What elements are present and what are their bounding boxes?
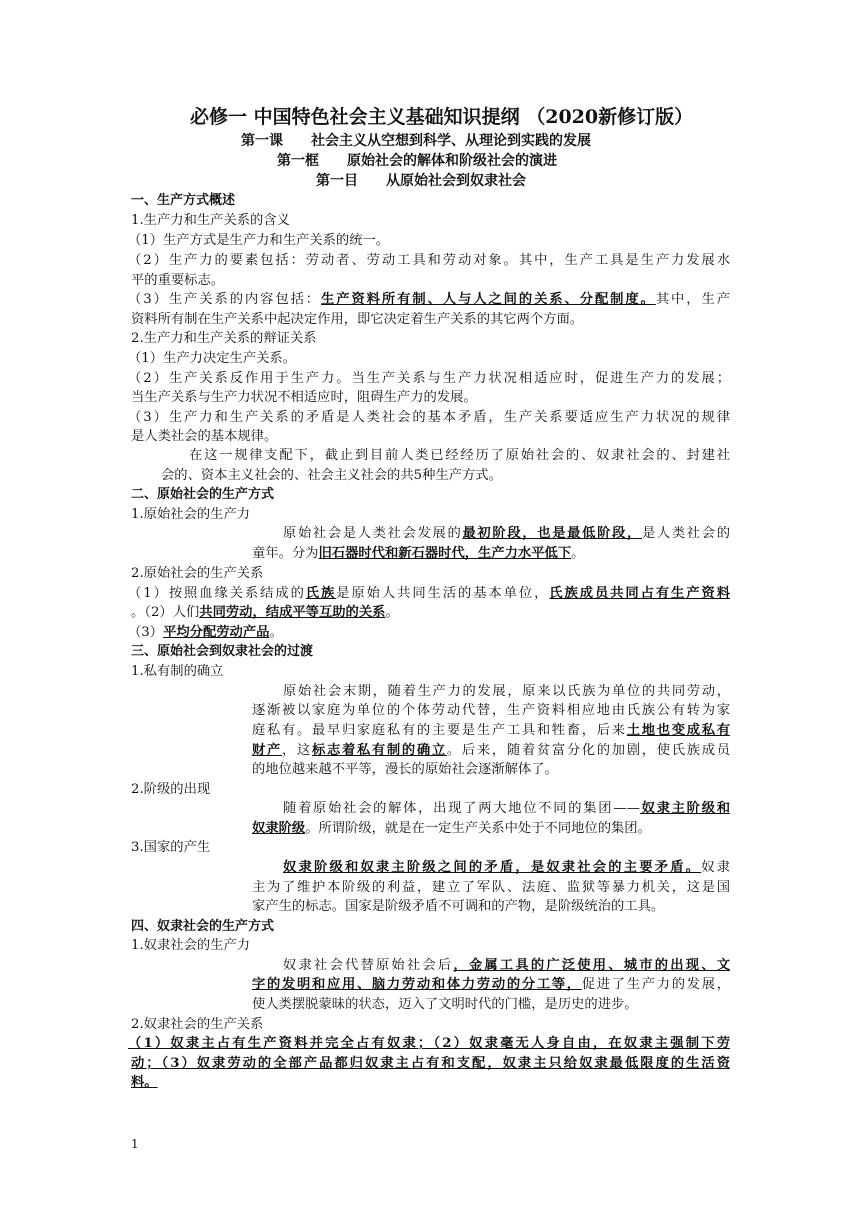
paragraph-line: 财产，这标志着私有制的确立。后来，随着贫富分化的加剧，使氏族成员 [252, 743, 731, 758]
lesson-heading: 第一课 社会主义从空想到科学、从理论到实践的发展 [241, 133, 591, 149]
paragraph-line: 。（2）人们共同劳动，结成平等互助的关系。 [131, 605, 399, 620]
paragraph-line: 原始社会末期，随着生产力的发展，原来以氏族为单位的共同劳动， [283, 684, 730, 699]
subsection-heading: 3.国家的产生 [131, 840, 211, 855]
paragraph-line: 使人类摆脱蒙昧的状态，迈入了文明时代的门槛，是历史的进步。 [252, 997, 638, 1012]
item-heading: 第一目 从原始社会到奴隶社会 [316, 173, 526, 189]
paragraph-line: （2）生产力的要素包括：劳动者、劳动工具和劳动对象。其中，生产工具是生产力发展水 [128, 253, 730, 268]
subsection-heading: 1.奴隶社会的生产力 [131, 938, 251, 953]
key-phrase: ，金属工具的广泛使用、城市的出现、文 [453, 958, 731, 973]
paragraph-line: 的地位越来越不平等，漫长的原始社会逐渐解体了。 [252, 762, 558, 777]
key-phrase: 料。 [131, 1075, 158, 1090]
paragraph-line: （3）平均分配劳动产品。 [128, 625, 283, 640]
key-phrase: 标志着私有制的确立 [311, 743, 447, 758]
page-number: 1 [131, 1137, 139, 1151]
key-phrase: 财产 [252, 743, 282, 758]
paragraph-line: 主为了维护本阶级的利益，建立了军队、法庭、监狱等暴力机关，这是国 [252, 880, 730, 895]
frame-heading: 第一框 原始社会的解体和阶级社会的演进 [277, 153, 557, 169]
key-phrase: 平均分配劳动产品 [163, 625, 270, 640]
paragraph-line: 会的、资本主义社会的、社会主义社会的共5种生产方式。 [161, 468, 502, 483]
paragraph-line: 字的发明和应用、脑力劳动和体力劳动的分工等，促进了生产力的发展， [252, 977, 731, 992]
paragraph-line: 奴隶阶级。所谓阶级，就是在一定生产关系中处于不同地位的集团。 [252, 821, 651, 836]
paragraph-line: （1）生产方式是生产力和生产关系的统一。 [128, 233, 390, 248]
paragraph-line: 庭私有。最早归家庭私有的主要是生产工具和牲畜，后来土地也变成私有 [252, 723, 731, 738]
key-phrase: 共同劳动，结成平等互助的关系 [199, 605, 386, 620]
paragraph-line: （3）生产关系的内容包括：生产资料所有制、人与人之间的关系、分配制度。其中，生产 [128, 292, 730, 307]
page-title: 必修一 中国特色社会主义基础知识提纲 （2020新修订版） [190, 106, 694, 128]
paragraph-line: （1）生产力决定生产关系。 [128, 351, 297, 366]
paragraph-line: 逐渐被以家庭为单位的个体劳动代替，生产资料相应地由氏族公有转为家 [252, 703, 730, 718]
key-phrase: 最初阶段，也是最低阶段， [462, 526, 642, 541]
key-phrase: 土地也变成私有 [626, 723, 731, 738]
section-heading: 三、原始社会到奴隶社会的过渡 [131, 644, 314, 659]
paragraph-line: 资料所有制在生产关系中起决定作用，即它决定着生产关系的其它两个方面。 [131, 312, 584, 327]
paragraph-line [131, 1073, 158, 1093]
paragraph-line [128, 1034, 730, 1054]
paragraph-line: 原始社会是人类社会发展的最初阶段，也是最低阶段，是人类社会的 [283, 526, 731, 541]
section-heading: 四、奴隶社会的生产方式 [131, 919, 275, 934]
key-phrase: 字的发明和应用、脑力劳动和体力劳动的分工等， [252, 977, 582, 992]
paragraph-line: 是人类社会的基本规律。 [131, 429, 278, 444]
key-phrase: 动；（3）奴隶劳动的全部产品都归奴隶主占有和支配，奴隶主只给奴隶最低限度的生活资 [131, 1056, 730, 1071]
key-phrase: 奴隶阶级 [252, 821, 306, 836]
paragraph-line: 平的重要标志。 [131, 273, 225, 288]
paragraph-line: （2）生产关系反作用于生产力。当生产关系与生产力状况相适应时，促进生产力的发展； [128, 371, 730, 386]
paragraph-line: 随着原始社会的解体，出现了两大地位不同的集团——奴隶主阶级和 [283, 801, 731, 816]
key-phrase: 奴隶阶级和奴隶主阶级之间的矛盾，是奴隶社会的主要矛盾。 [283, 860, 702, 875]
paragraph-line: （3）生产力和生产关系的矛盾是人类社会的基本矛盾，生产关系要适应生产力状况的规律 [128, 410, 730, 425]
paragraph-line: 在这一规律支配下，截止到目前人类已经经历了原始社会的、奴隶社会的、封建社 [189, 448, 730, 463]
subsection-heading: 1.私有制的确立 [131, 664, 224, 679]
key-phrase: 旧石器时代和新石器时代，生产力水平低下 [318, 546, 572, 561]
paragraph-line: 家产生的标志。国家是阶级矛盾不可调和的产物，是阶级统治的工具。 [252, 899, 665, 914]
subsection-heading: 1.原始社会的生产力 [131, 507, 251, 522]
paragraph-line [131, 1054, 730, 1074]
key-phrase: 氏族成员共同占有生产资料 [549, 586, 730, 601]
paragraph-line: 童年。分为旧石器时代和新石器时代，生产力水平低下。 [252, 546, 585, 561]
subsection-heading: 1.生产力和生产关系的含义 [131, 213, 290, 228]
subsection-heading: 2.生产力和生产关系的辩证关系 [131, 331, 317, 346]
paragraph-line: 奴隶阶级和奴隶主阶级之间的矛盾，是奴隶社会的主要矛盾。奴隶 [283, 860, 731, 875]
subsection-heading: 2.原始社会的生产关系 [131, 566, 264, 581]
subsection-heading: 2.阶级的出现 [131, 782, 211, 797]
paragraph-line: 当生产关系与生产力状况不相适应时，阻碍生产力的发展。 [131, 390, 477, 405]
key-phrase: （1）奴隶主占有生产资料并完全占有奴隶；（2）奴隶毫无人身自由，在奴隶主强制下劳 [128, 1036, 730, 1051]
paragraph-line: 奴隶社会代替原始社会后，金属工具的广泛使用、城市的出现、文 [283, 958, 731, 973]
key-phrase: 氏族 [305, 586, 337, 601]
subsection-heading: 2.奴隶社会的生产关系 [131, 1017, 264, 1032]
paragraph-line: （1）按照血缘关系结成的氏族是原始人共同生活的基本单位，氏族成员共同占有生产资料 [128, 586, 730, 601]
key-phrase: 生产资料所有制、人与人之间的关系、分配制度。 [321, 292, 656, 307]
key-phrase: 奴隶主阶级和 [639, 801, 731, 816]
section-heading: 二、原始社会的生产方式 [131, 487, 275, 502]
section-heading: 一、生产方式概述 [131, 193, 236, 208]
